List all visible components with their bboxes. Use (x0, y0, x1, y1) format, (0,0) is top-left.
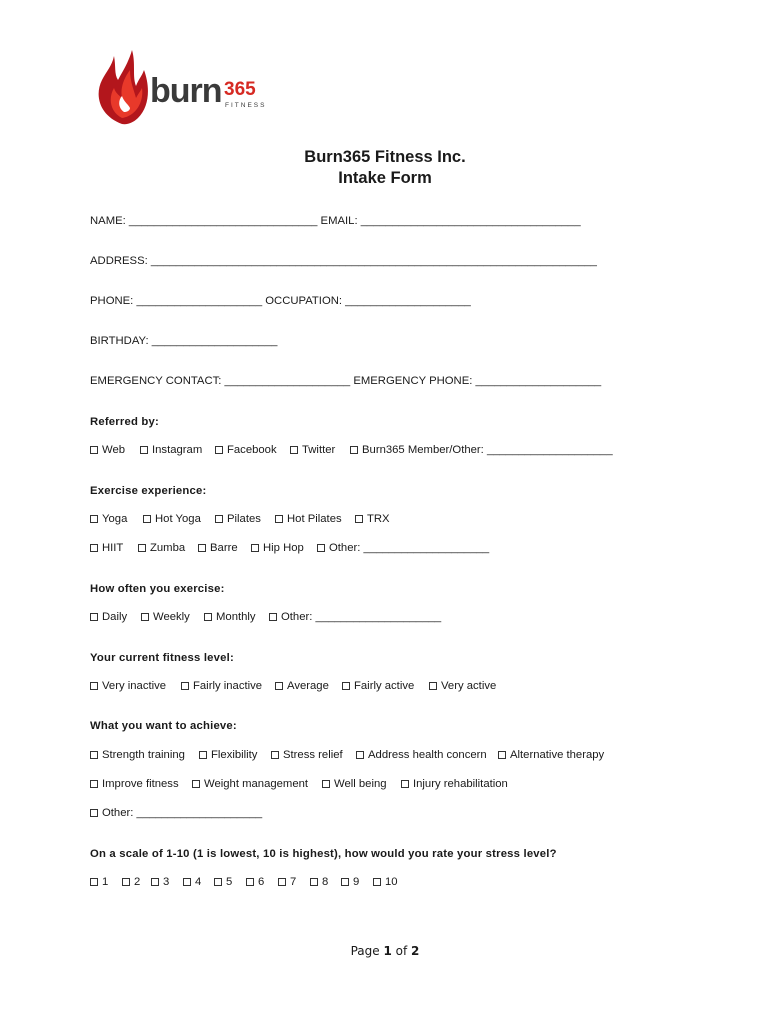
checkbox-icon[interactable] (90, 682, 98, 690)
option-label: 10 (385, 876, 398, 888)
page-number (0, 944, 770, 958)
frequency-heading: How often you exercise: (90, 583, 225, 595)
option-label: Alternative therapy (510, 749, 605, 761)
checkbox-icon[interactable] (141, 613, 149, 621)
goal-option-weight-management[interactable] (192, 777, 308, 791)
checkbox-icon[interactable] (350, 446, 358, 454)
option-label: Monthly (216, 611, 256, 623)
checkbox-icon[interactable] (90, 613, 98, 621)
checkbox-icon[interactable] (214, 878, 222, 886)
option-label: Other: ____________________ (102, 807, 263, 819)
option-label: Address health concern (368, 749, 487, 761)
fitness-option-very-inactive[interactable] (90, 679, 166, 693)
checkbox-icon[interactable] (181, 682, 189, 690)
option-label: Flexibility (211, 749, 258, 761)
option-label: 1 (102, 876, 109, 888)
option-label: Instagram (152, 444, 203, 456)
exercise-option-yoga[interactable] (90, 512, 127, 526)
goal-option-injury-rehabilitation[interactable] (401, 777, 508, 791)
goal-option-alternative-therapy[interactable] (498, 748, 604, 762)
option-label: Well being (334, 778, 387, 790)
option-label: Yoga (102, 513, 128, 525)
exercise-option-hot-yoga[interactable] (143, 512, 201, 526)
option-label: Strength training (102, 749, 185, 761)
frequency-option-other[interactable] (269, 610, 441, 624)
option-label: 2 (134, 876, 141, 888)
checkbox-icon[interactable] (341, 878, 349, 886)
checkbox-icon[interactable] (317, 544, 325, 552)
option-label: 7 (290, 876, 297, 888)
option-label: 5 (226, 876, 233, 888)
address-field[interactable]: ADDRESS: _______________________________________________________________________ (90, 255, 597, 267)
checkbox-icon[interactable] (143, 515, 151, 523)
option-label: Other: ____________________ (329, 542, 490, 554)
option-label: Zumba (150, 542, 186, 554)
checkbox-icon[interactable] (90, 780, 98, 788)
checkbox-icon[interactable] (198, 544, 206, 552)
referred-heading: Referred by: (90, 416, 159, 428)
stress-option-10[interactable] (373, 875, 398, 889)
exercise-option-pilates[interactable] (215, 512, 261, 526)
checkbox-icon[interactable] (269, 613, 277, 621)
referred-option-instagram[interactable] (140, 443, 202, 457)
exercise-option-hot-pilates[interactable] (275, 512, 342, 526)
option-label: Web (102, 444, 126, 456)
goal-option-well-being[interactable] (322, 777, 387, 791)
frequency-option-daily[interactable] (90, 610, 127, 624)
option-label: Injury rehabilitation (413, 778, 508, 790)
exercise-option-other[interactable] (317, 541, 489, 555)
referred-option-web[interactable] (90, 443, 125, 457)
checkbox-icon[interactable] (151, 878, 159, 886)
fitness-option-average[interactable] (275, 679, 329, 693)
frequency-option-weekly[interactable] (141, 610, 190, 624)
goal-option-improve-fitness[interactable] (90, 777, 179, 791)
referred-option-twitter[interactable] (290, 443, 335, 457)
checkbox-icon[interactable] (322, 780, 330, 788)
checkbox-icon[interactable] (90, 878, 98, 886)
checkbox-icon[interactable] (215, 446, 223, 454)
option-label: 4 (195, 876, 202, 888)
option-label: Stress relief (283, 749, 343, 761)
checkbox-icon[interactable] (373, 878, 381, 886)
stress-option-3[interactable] (151, 875, 169, 889)
page-prefix: Page (350, 944, 384, 958)
fitness-option-fairly-inactive[interactable] (181, 679, 262, 693)
stress-option-8[interactable] (310, 875, 328, 889)
referred-option-facebook[interactable] (215, 443, 277, 457)
option-label: Twitter (302, 444, 336, 456)
checkbox-icon[interactable] (342, 682, 350, 690)
page-total: 2 (411, 944, 420, 958)
checkbox-icon[interactable] (138, 544, 146, 552)
checkbox-icon[interactable] (215, 515, 223, 523)
fitness-level-heading: Your current fitness level: (90, 652, 234, 664)
option-label: Facebook (227, 444, 277, 456)
stress-option-7[interactable] (278, 875, 296, 889)
checkbox-icon[interactable] (199, 751, 207, 759)
checkbox-icon[interactable] (498, 751, 506, 759)
goal-option-stress-relief[interactable] (271, 748, 343, 762)
checkbox-icon[interactable] (90, 544, 98, 552)
option-label: Daily (102, 611, 128, 623)
exercise-option-zumba[interactable] (138, 541, 185, 555)
frequency-option-monthly[interactable] (204, 610, 256, 624)
checkbox-icon[interactable] (140, 446, 148, 454)
option-label: HIIT (102, 542, 124, 554)
checkbox-icon[interactable] (278, 878, 286, 886)
emergency-contact-field[interactable]: EMERGENCY CONTACT: ____________________ EMERGENCY PHONE: ____________________ (90, 375, 602, 387)
option-label: Average (287, 680, 329, 692)
stress-option-9[interactable] (341, 875, 359, 889)
exercise-option-hiit[interactable] (90, 541, 123, 555)
option-label: Barre (210, 542, 238, 554)
checkbox-icon[interactable] (90, 751, 98, 759)
checkbox-icon[interactable] (355, 515, 363, 523)
option-label: Burn365 Member/Other: ____________________ (362, 444, 613, 456)
checkbox-icon[interactable] (275, 515, 283, 523)
goal-option-other[interactable] (90, 806, 262, 820)
goals-heading: What you want to achieve: (90, 720, 237, 732)
option-label: Fairly active (354, 680, 415, 692)
brand-sub-text: FITNESS (225, 102, 267, 109)
checkbox-icon[interactable] (90, 446, 98, 454)
checkbox-icon[interactable] (356, 751, 364, 759)
option-label: Fairly inactive (193, 680, 263, 692)
checkbox-icon[interactable] (429, 682, 437, 690)
stress-option-4[interactable] (183, 875, 201, 889)
stress-heading: On a scale of 1-10 (1 is lowest, 10 is highest), how would you rate your stress level? (90, 848, 557, 860)
checkbox-icon[interactable] (401, 780, 409, 788)
exercise-option-trx[interactable] (355, 512, 390, 526)
checkbox-icon[interactable] (183, 878, 191, 886)
option-label: Improve fitness (102, 778, 179, 790)
option-label: Weight management (204, 778, 309, 790)
option-label: Hot Pilates (287, 513, 342, 525)
checkbox-icon[interactable] (192, 780, 200, 788)
checkbox-icon[interactable] (275, 682, 283, 690)
fitness-option-very-active[interactable] (429, 679, 496, 693)
birthday-field[interactable]: BIRTHDAY: ____________________ (90, 335, 278, 347)
exercise-option-hip-hop[interactable] (251, 541, 304, 555)
option-label: Other: ____________________ (281, 611, 442, 623)
brand-number-text: 365 (224, 79, 256, 100)
goal-option-flexibility[interactable] (199, 748, 257, 762)
option-label: 9 (353, 876, 360, 888)
stress-option-2[interactable] (122, 875, 140, 889)
phone-occupation-field[interactable]: PHONE: ____________________ OCCUPATION: ____________________ (90, 295, 471, 307)
option-label: 3 (163, 876, 170, 888)
option-label: Hip Hop (263, 542, 304, 554)
option-label: Hot Yoga (155, 513, 201, 525)
stress-option-1[interactable] (90, 875, 108, 889)
stress-option-6[interactable] (246, 875, 264, 889)
goal-option-strength-training[interactable] (90, 748, 185, 762)
page-middle: of (391, 944, 412, 958)
checkbox-icon[interactable] (290, 446, 298, 454)
checkbox-icon[interactable] (251, 544, 259, 552)
checkbox-icon[interactable] (90, 515, 98, 523)
fitness-option-fairly-active[interactable] (342, 679, 414, 693)
checkbox-icon[interactable] (122, 878, 130, 886)
form-name: Intake Form (338, 169, 432, 187)
checkbox-icon[interactable] (204, 613, 212, 621)
referred-option-member-other[interactable] (350, 443, 613, 457)
option-label: Pilates (227, 513, 261, 525)
name-email-field[interactable]: NAME: ______________________________ EMAIL: ___________________________________ (90, 215, 581, 227)
brand-main-text: burn (150, 72, 222, 110)
stress-option-5[interactable] (214, 875, 232, 889)
option-label: Very inactive (102, 680, 167, 692)
form-title (0, 147, 770, 189)
exercise-option-barre[interactable] (198, 541, 238, 555)
option-label: 6 (258, 876, 265, 888)
option-label: Weekly (153, 611, 190, 623)
exercise-heading: Exercise experience: (90, 485, 207, 497)
option-label: Very active (441, 680, 497, 692)
page-current: 1 (383, 944, 392, 958)
option-label: 8 (322, 876, 329, 888)
option-label: TRX (367, 513, 390, 525)
checkbox-icon[interactable] (90, 809, 98, 817)
burn365-logo (92, 46, 272, 128)
checkbox-icon[interactable] (271, 751, 279, 759)
company-name: Burn365 Fitness Inc. (304, 148, 466, 166)
checkbox-icon[interactable] (310, 878, 318, 886)
goal-option-address-health-concern[interactable] (356, 748, 487, 762)
checkbox-icon[interactable] (246, 878, 254, 886)
